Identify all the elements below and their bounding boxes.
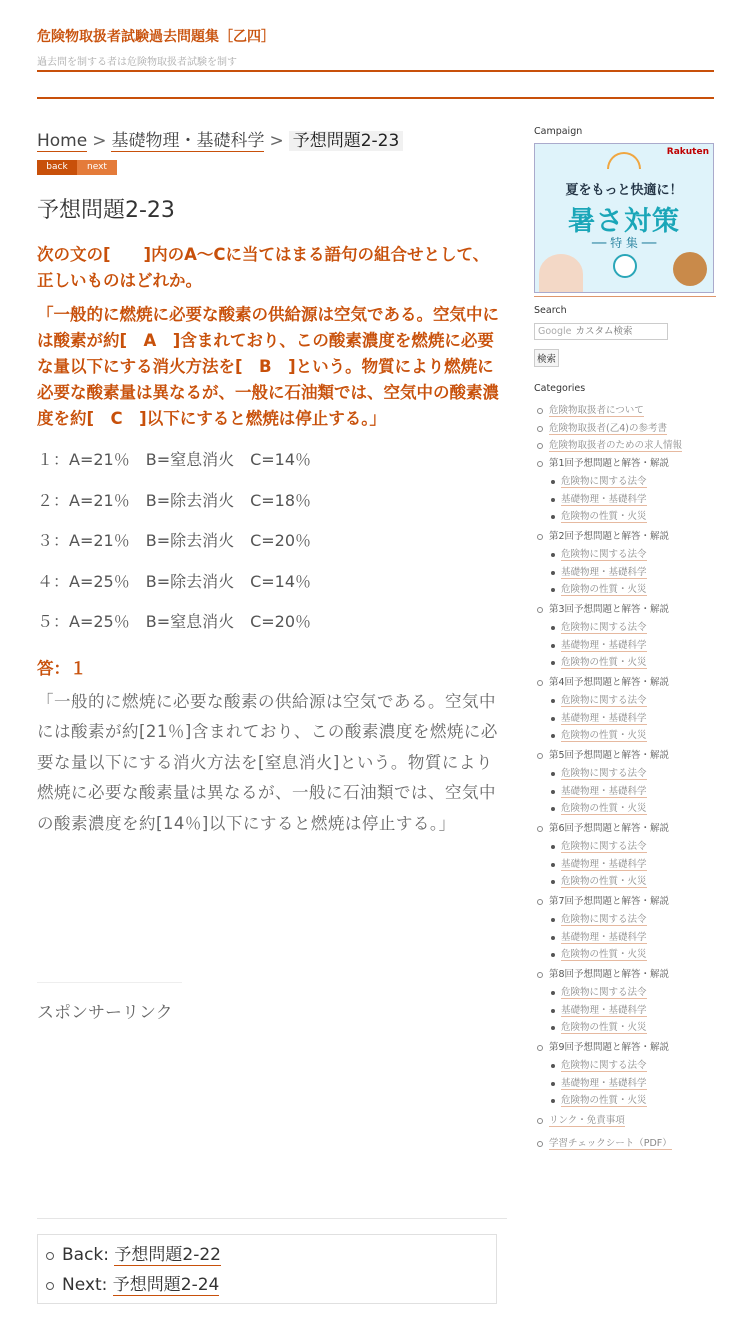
subcategory-link[interactable]: 危険物に関する法令 [561,549,647,560]
post-nav-back-link[interactable]: 予想問題2-22 [114,1245,221,1265]
subcategory-item [549,873,716,891]
subcategory-link[interactable]: 危険物の性質・火災 [561,803,647,814]
sidebar-divider [534,296,716,297]
round-label: 第3回予想問題と解答・解説 [549,603,670,615]
post-title: 予想問題2-23 [37,198,175,223]
banner-line2: 暑さ対策 [568,206,680,237]
category-round [534,893,716,964]
option-2: ２：A=21％ B=除去消火 C=18％ [37,490,312,510]
banner-line1: 夏をもっと快適に！ [565,183,683,198]
subcategory-link[interactable]: 危険物に関する法令 [561,987,647,998]
subcategory-link[interactable]: 基礎物理・基礎科学 [561,858,647,870]
campaign-title: Campaign [534,126,583,137]
subcategory-item [549,800,716,818]
subcategory-item [549,508,716,526]
subcategory-link[interactable]: 危険物の性質・火災 [561,730,647,741]
subcategory-link[interactable]: 基礎物理・基礎科学 [561,785,647,797]
subcategory-item [549,1019,716,1037]
subcategory-item [549,765,716,783]
category-round [534,966,716,1037]
sidebar [534,126,716,1153]
subcategory-item [549,1057,716,1075]
post-nav-next [38,1271,496,1301]
subcategory-link[interactable]: 危険物に関する法令 [561,1060,647,1071]
subcategory-item [549,619,716,637]
round-label: 第9回予想問題と解答・解説 [549,1041,670,1053]
back-button[interactable]: back [37,160,77,175]
campaign-banner[interactable] [534,143,714,293]
category-round [534,820,716,891]
option-3: ３：A=21％ B=除去消火 C=20％ [37,531,312,550]
dog-illustration [673,252,707,286]
category-item [534,437,716,455]
category-link[interactable]: 危険物取扱者について [549,405,644,416]
category-round [534,747,716,818]
bear-icon [613,254,637,278]
post-nav-divider [37,1218,507,1219]
site-title[interactable]: 危険物取扱者試験過去問題集［乙四］ [37,29,275,45]
subcategory-link[interactable]: 危険物に関する法令 [561,768,647,779]
subcategory-item [549,911,716,929]
subcategory-item [549,946,716,964]
subcategory-link[interactable]: 危険物の性質・火災 [561,876,647,887]
search-placeholder: カスタム検索 [575,326,633,337]
category-link[interactable]: 学習チェックシート（PDF） [549,1138,672,1149]
subcategory-item [549,783,716,801]
subcategory-link[interactable]: 基礎物理・基礎科学 [561,639,647,651]
search-input[interactable] [534,323,668,340]
subcategory-item [549,564,716,582]
subcategory-link[interactable]: 危険物の性質・火災 [561,511,647,522]
post-nav-back [38,1241,496,1271]
category-item [534,420,716,438]
category-link[interactable]: 危険物取扱者のための求人情報 [549,440,683,451]
subcategory-item [549,838,716,856]
answer-options [37,440,507,643]
subcategory-link[interactable]: 危険物の性質・火災 [561,1095,647,1106]
subcategory-link[interactable]: 基礎物理・基礎科学 [561,493,647,505]
round-label: 第8回予想問題と解答・解説 [549,968,670,980]
subcategory-link[interactable]: 基礎物理・基礎科学 [561,931,647,943]
sun-icon [607,152,641,169]
post-nav-next-link[interactable]: 予想問題2-24 [112,1275,220,1295]
breadcrumb-home[interactable]: Home [37,131,88,151]
banner-line3: ── 特 集 ── [591,236,657,250]
round-label: 第1回予想問題と解答・解説 [549,457,670,469]
category-round [534,1039,716,1110]
subcategory-item [549,1075,716,1093]
category-round [534,455,716,526]
subcategory-link[interactable]: 危険物の性質・火災 [561,584,647,595]
subcategory-item [549,581,716,599]
subcategory-link[interactable]: 基礎物理・基礎科学 [561,1004,647,1016]
question-text: 次の文の[ ]内のA～Cに当てはまる語句の組合せとして、正しいものはどれか。 [37,245,490,290]
header-divider [37,70,714,72]
option-5: ５：A=25％ B=窒息消火 C=20％ [37,612,312,631]
round-label: 第6回予想問題と解答・解説 [549,822,670,834]
subcategory-item [549,1092,716,1110]
subcategory-item [549,692,716,710]
subcategory-item [549,984,716,1002]
category-round [534,674,716,745]
subcategory-link[interactable]: 基礎物理・基礎科学 [561,566,647,578]
breadcrumb-current: 予想問題2-23 [289,131,404,151]
post-nav-back-label: Back: [62,1245,109,1265]
subcategory-link[interactable]: 基礎物理・基礎科学 [561,712,647,724]
subcategory-item [549,856,716,874]
post-navigation [37,1234,497,1304]
subcategory-link[interactable]: 基礎物理・基礎科学 [561,1077,647,1089]
google-logo: Google [538,326,572,337]
round-label: 第2回予想問題と解答・解説 [549,530,670,542]
sponsor-divider [37,982,182,983]
category-item [534,1135,716,1153]
subcategory-item [549,654,716,672]
answer: 答：１ [37,658,87,678]
post-nav-next-label: Next: [62,1275,108,1295]
option-4: ４：A=25％ B=除去消火 C=14％ [37,571,312,591]
subcategory-link[interactable]: 危険物に関する法令 [561,622,647,633]
round-label: 第7回予想問題と解答・解説 [549,895,670,907]
nav-divider [37,97,714,99]
question-quote: 「一般的に燃焼に必要な酸素の供給源は空気である。空気中には酸素が約[ A ]含まれており、この酸素濃度を燃焼に必要な量以下にする消火方法を[ B ]という。物質により燃焼に必要な酸素量は異なるが、一般に石油類では、空気中の酸素濃度を約[ C ]以下にすると燃焼は停止する。」 [37,305,499,428]
rakuten-logo: Rakuten [666,147,709,157]
subcategory-link[interactable]: 危険物に関する法令 [561,476,647,487]
subcategory-item [549,546,716,564]
next-button[interactable]: next [77,160,117,175]
option-1: １：A=21％ B=窒息消火 C=14％ [37,450,312,469]
explanation: 「一般的に燃焼に必要な酸素の供給源は空気である。空気中には酸素が約[21％]含まれており、この酸素濃度を燃焼に必要な量以下にする消火方法を[窒息消火]という。物質により燃焼に必要な酸素量は異なるが、一般に石油類では、空気中の酸素濃度を約[14％]以下にすると燃焼は停止する。」 [37,691,498,833]
sponsor-label: スポンサーリンク [37,1003,173,1023]
subcategory-link[interactable]: 危険物に関する法令 [561,841,647,852]
search-title: Search [534,305,567,316]
round-label: 第5回予想問題と解答・解説 [549,749,670,761]
breadcrumb-separator: > [92,131,107,151]
subcategory-link[interactable]: 危険物の性質・火災 [561,949,647,960]
round-label: 第4回予想問題と解答・解説 [549,676,670,688]
breadcrumb-separator: > [269,131,284,151]
category-list [534,402,716,1153]
subcategory-item [549,929,716,947]
breadcrumb [37,126,507,151]
category-round [534,528,716,599]
pager [37,160,507,175]
category-item [534,1112,716,1130]
categories-title: Categories [534,383,586,394]
category-item [534,402,716,420]
category-link[interactable]: リンク・免責事項 [549,1114,625,1126]
subcategory-link[interactable]: 危険物に関する法令 [561,695,647,706]
search-button[interactable]: 検索 [534,349,559,367]
subcategory-item [549,637,716,655]
main-content [37,126,507,839]
subcategory-item [549,491,716,509]
category-link[interactable]: 危険物取扱者(乙4)の参考書 [549,422,667,434]
subcategory-item [549,710,716,728]
subcategory-item [549,1002,716,1020]
subcategory-link[interactable]: 危険物の性質・火災 [561,657,647,668]
person-illustration [539,254,583,293]
subcategory-item [549,727,716,745]
subcategory-item [549,473,716,491]
subcategory-link[interactable]: 危険物に関する法令 [561,914,647,925]
site-description: 過去問を制する者は危険物取扱者試験を制す [37,57,237,68]
site-header [37,26,714,68]
category-round [534,601,716,672]
subcategory-link[interactable]: 危険物の性質・火災 [561,1022,647,1033]
breadcrumb-category[interactable]: 基礎物理・基礎科学 [111,131,265,151]
